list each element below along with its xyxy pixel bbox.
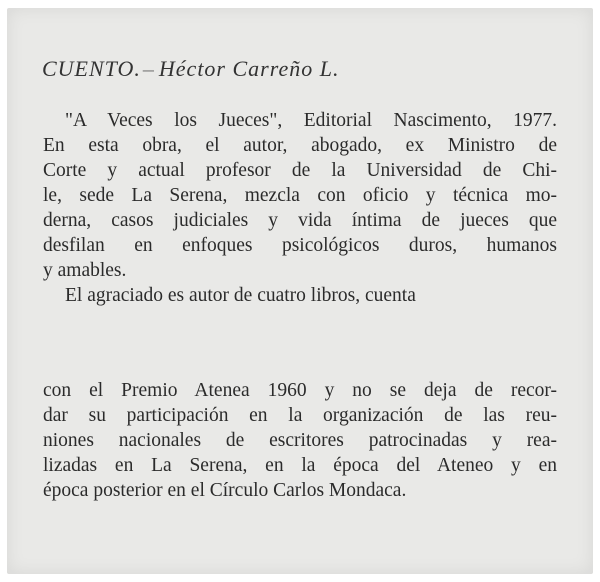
heading-section: CUENTO. (42, 56, 141, 81)
text-line: con el Premio Atenea 1960 y no se deja de recor- (43, 380, 557, 401)
paragraph-block-1 (43, 108, 557, 308)
paragraph-block-2 (43, 378, 557, 503)
text-line: época posterior en el Círculo Carlos Mondaca. (43, 480, 407, 501)
text-line: niones nacionales de escritores patrocinadas y rea- (43, 430, 557, 451)
heading-separator: – (142, 56, 155, 81)
newspaper-clipping (7, 8, 593, 574)
heading-author: Héctor Carreño L. (158, 56, 340, 81)
text-line: lizadas en La Serena, en la época del Ateneo y en (43, 455, 557, 476)
text-line: le, sede La Serena, mezcla con oficio y técnica mo- (43, 185, 557, 206)
text-line: y amables. (43, 260, 127, 281)
text-line: derna, casos judiciales y vida íntima de jueces que (43, 210, 557, 231)
text-line: "A Veces los Jueces", Editorial Nascimento, 1977. (65, 110, 557, 131)
text-line: dar su participación en la organización de las reu- (43, 405, 557, 426)
text-line: desfilan en enfoques psicológicos duros, humanos (43, 235, 557, 256)
text-line: En esta obra, el autor, abogado, ex Ministro de (43, 135, 557, 156)
text-line: El agraciado es autor de cuatro libros, cuenta (65, 285, 416, 306)
clipping-heading (42, 56, 339, 82)
text-line: Corte y actual profesor de la Universidad de Chi- (43, 160, 557, 181)
